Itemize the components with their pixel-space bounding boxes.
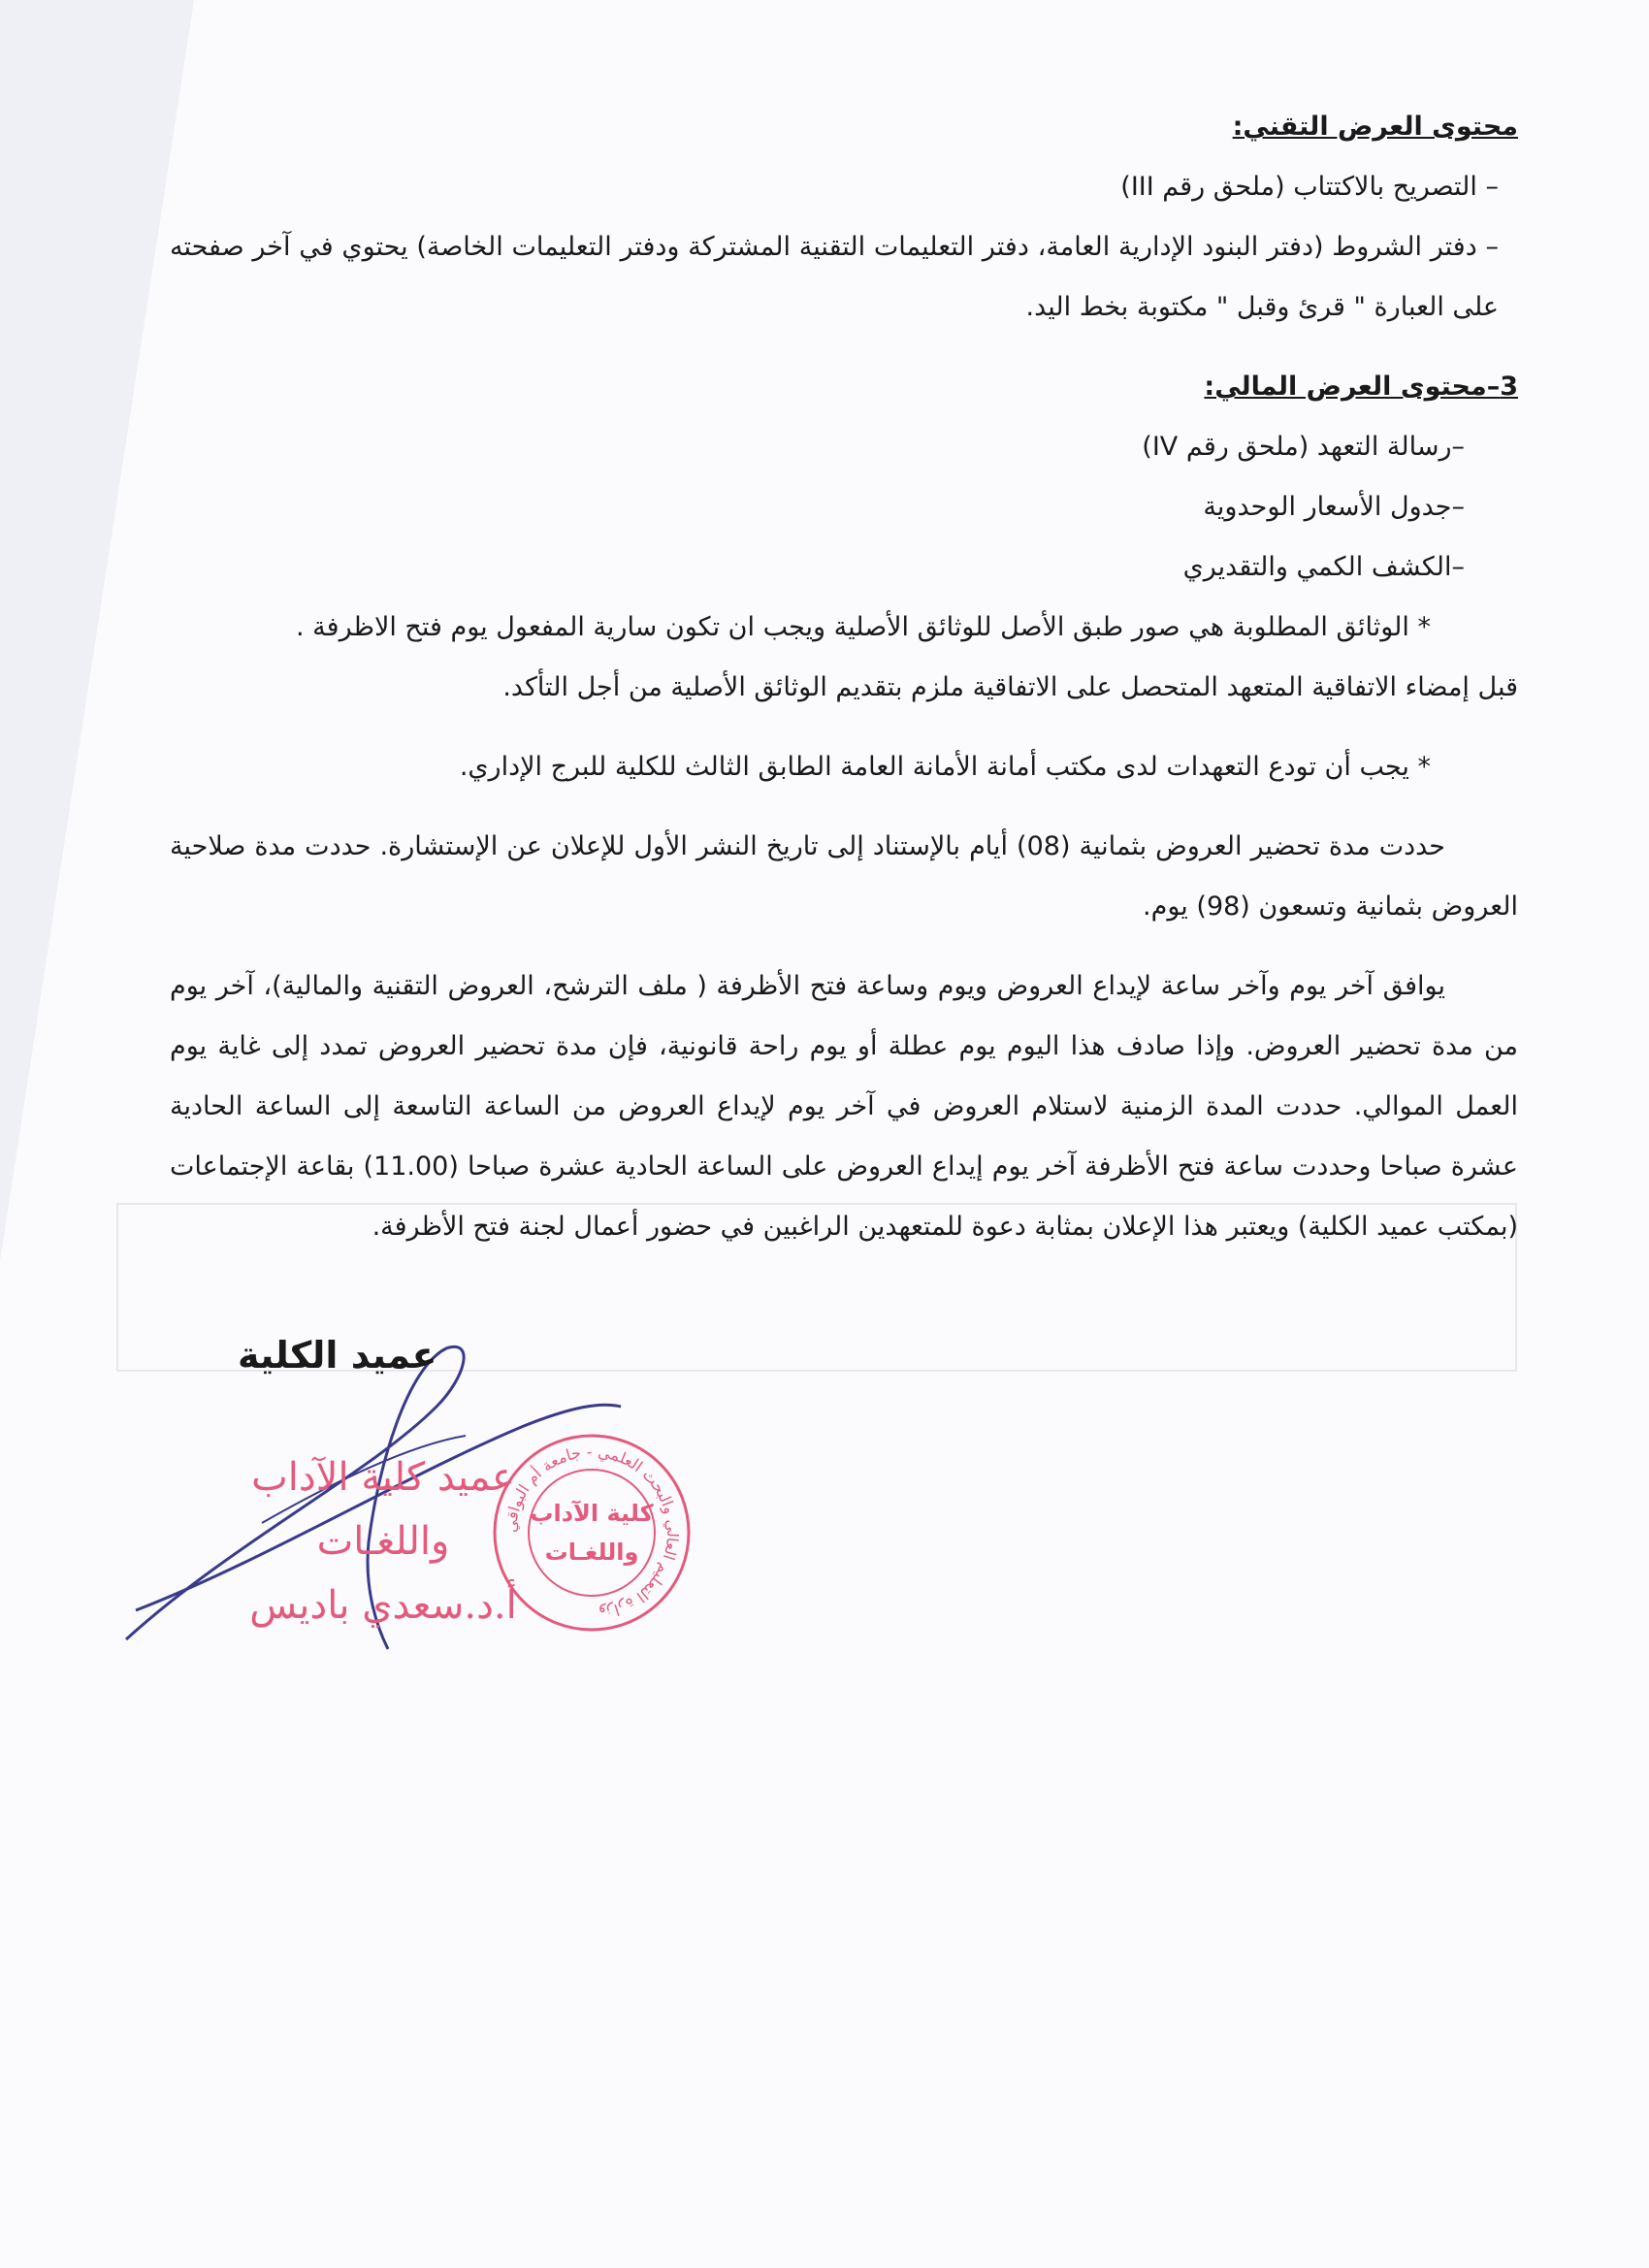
seal-ring-text: وزارة التعليم العالي والبحث العلمي - جامعة أم البواقي xyxy=(501,1442,683,1623)
stamp-line-languages: واللغـات xyxy=(316,1519,450,1564)
paragraph-opening-schedule: يوافق آخر يوم وآخر ساعة لإيداع العروض ويوم وساعة فتح الأظرفة ( ملف الترشح، العروض التقنية والمالية)، آخر يوم من مدة تحضير العروض. وإذا صادف هذا اليوم يوم عطلة أو يوم راحة قانونية، فإن مدة تحضير العروض تمدد إلى غاية يوم العمل الموالي. حددت المدة الزمنية لاستلام العروض في آخر يوم لإيداع العروض من الساعة التاسعة إلى الساعة الحادية عشرة صباحا وحددت ساعة فتح الأظرفة آخر يوم إيداع العروض على الساعة الحادية عشرة صباحا (11.00) بقاعة الإجتماعات (بمكتب عميد الكلية) ويعتبر هذا الإعلان بمثابة دعوة للمتعهدين الراغبين في حضور أعمال لجنة فتح الأظرفة. xyxy=(170,971,1518,1242)
seal-center-text xyxy=(529,1494,655,1571)
technical-item-specifications: – دفتر الشروط (دفتر البنود الإدارية العامة، دفتر التعليمات التقنية المشتركة ودفتر التعليمات الخاصة) يحتوي في آخر صفحته على العبارة " قرئ وقبل " مكتوبة بخط اليد. xyxy=(170,232,1499,322)
dean-title: عميد الكلية xyxy=(238,1334,437,1377)
financial-item-quantity-estimate: –الكشف الكمي والتقديري xyxy=(1182,552,1465,582)
stamp-line-faculty: عميد كلية الآداب xyxy=(251,1455,515,1500)
page-fold-shadow xyxy=(0,0,194,1261)
technical-offer-heading: محتوى العرض التقني: xyxy=(1232,112,1518,142)
seal-line-languages: واللغـات xyxy=(544,1539,639,1566)
technical-item-declaration: – التصريح بالاكتتاب (ملحق رقم III) xyxy=(1120,172,1499,202)
paragraph-preparation-period: حددت مدة تحضير العروض بثمانية (08) أيام بالإستناد إلى تاريخ النشر الأول للإعلان عن الإستشارة. حددت مدة صلاحية العروض بثمانية وتسعون (98) يوم. xyxy=(170,831,1518,922)
note-certified-copies: * الوثائق المطلوبة هي صور طبق الأصل للوثائق الأصلية ويجب ان تكون سارية المفعول يوم فتح الاظرفة . xyxy=(296,612,1431,642)
document-body xyxy=(170,97,1518,1257)
financial-item-commitment-letter: –رسالة التعهد (ملحق رقم IV) xyxy=(1142,432,1465,462)
stamp-line-name: أ.د.سعدي باديس xyxy=(249,1583,517,1628)
note-deposit-location: * يجب أن تودع التعهدات لدى مكتب أمانة الأمانة العامة الطابق الثالث للكلية للبرج الإداري. xyxy=(459,752,1431,782)
note-original-documents: قبل إمضاء الاتفاقية المتعهد المتحصل على الاتفاقية ملزم بتقديم الوثائق الأصلية من أجل التأكد. xyxy=(502,672,1518,702)
financial-item-unit-prices: –جدول الأسعار الوحدوية xyxy=(1203,492,1465,522)
financial-offer-heading: 3–محتوى العرض المالي: xyxy=(1204,372,1518,402)
seal-line-faculty: كلية الآداب xyxy=(530,1500,654,1527)
